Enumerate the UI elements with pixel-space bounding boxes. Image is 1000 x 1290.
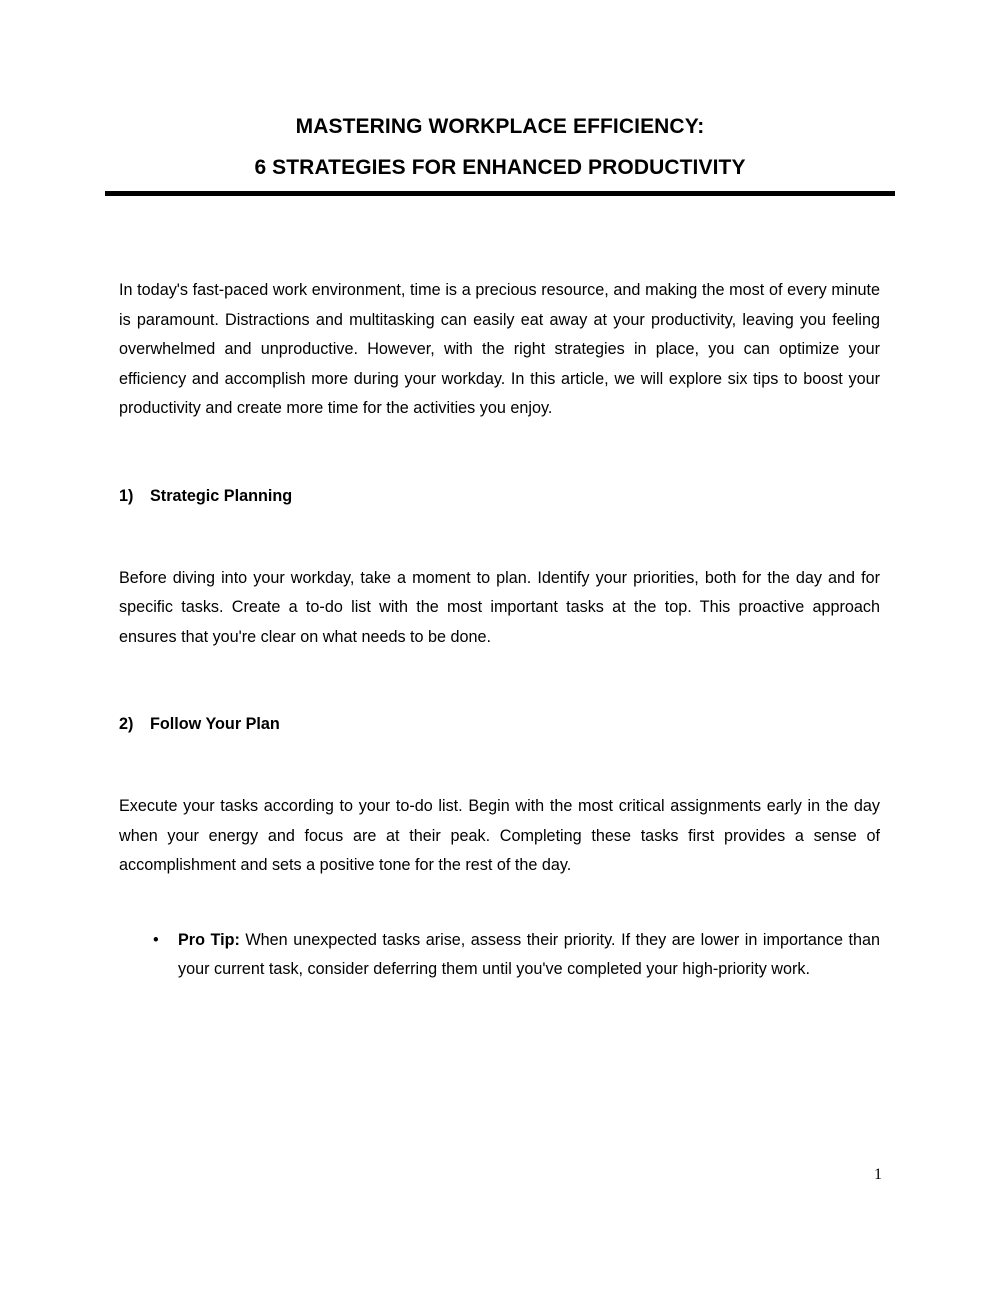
section-body-2: Execute your tasks according to your to-do list. Begin with the most critical assignments early in the day when your energy and focus are at their peak. Completing these tasks first provides a sense of accomplishment and sets a positive tone for the rest of the day. — [119, 796, 880, 875]
section-number-2: 2) — [119, 715, 134, 734]
title-divider-rule — [105, 191, 895, 196]
section-heading-1 — [119, 482, 880, 512]
spacer — [119, 424, 880, 482]
spacer — [119, 881, 880, 926]
document-title-line-2: 6 STRATEGIES FOR ENHANCED PRODUCTIVITY — [254, 156, 746, 179]
intro-paragraph: In today's fast-paced work environment, time is a precious resource, and making the most of every minute is paramount. Distractions and multitasking can easily eat away at your productivity, leaving you feeling overwhelmed and unproductive. However, with the right strategies in place, you can optimize your efficiency and accomplish more during your workday. In this article, we will explore six tips to boost your productivity and create more time for the activities you enjoy. — [119, 281, 880, 418]
document-body — [119, 276, 880, 985]
section-body-1: Before diving into your workday, take a moment to plan. Identify your priorities, both for the day and for specific tasks. Create a to-do list with the most important tasks at the top. This proactive approach ensures that you're clear on what needs to be done. — [119, 568, 880, 646]
pro-tip-text: When unexpected tasks arise, assess their priority. If they are lower in importance than your current task, consider deferring them until you've completed your high-priority work. — [178, 930, 880, 979]
bullet-point-icon: • — [153, 930, 159, 949]
pro-tip-list — [119, 926, 880, 985]
document-title-block — [0, 106, 1000, 188]
spacer — [119, 740, 880, 792]
spacer — [119, 652, 880, 710]
section-title-1: Strategic Planning — [150, 486, 293, 505]
page-number: 1 — [874, 1166, 882, 1183]
list-item — [119, 926, 880, 985]
section-number-1: 1) — [119, 486, 134, 505]
document-title-line-1: MASTERING WORKPLACE EFFICIENCY: — [295, 115, 705, 138]
section-heading-2 — [119, 710, 880, 740]
section-title-2: Follow Your Plan — [150, 715, 280, 734]
spacer — [119, 512, 880, 564]
pro-tip-label: Pro Tip: — [178, 930, 240, 949]
